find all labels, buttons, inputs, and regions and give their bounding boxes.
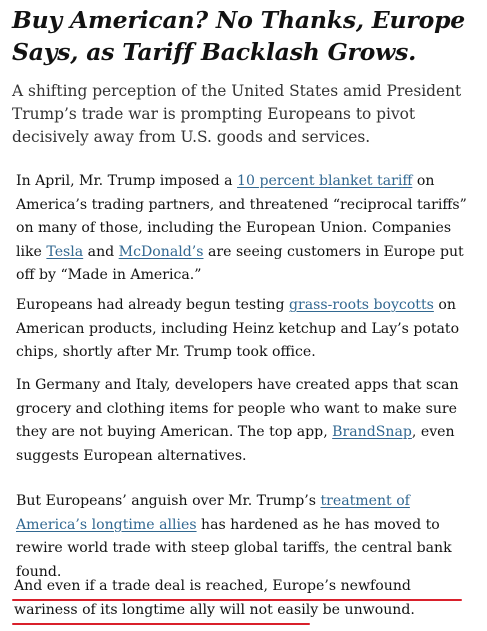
article-summary: A shifting perception of the United States amid President Trump’s trade war is prompting Europeans to pivot decisively away from U.S. goods and services.	[12, 82, 462, 146]
paragraph-text: Europeans had already begun testing	[16, 297, 289, 313]
paragraph-tariffs	[16, 170, 478, 288]
paragraph-boycotts	[16, 294, 478, 365]
paragraph-text: In Germany and Italy, developers have created apps that scan grocery and clothing items for people who want to make sure they are not buying American. The top app,	[16, 377, 459, 441]
highlight-underline-1	[12, 599, 462, 601]
link-mcdonalds[interactable]: McDonald’s	[118, 243, 204, 260]
paragraph-text: and	[83, 243, 119, 260]
paragraph-anguish	[16, 490, 478, 584]
link-tesla[interactable]: Tesla	[46, 243, 84, 260]
link-treatment-of-allies[interactable]: treatment of America’s longtime allies	[16, 493, 410, 533]
paragraph-text: , even suggests European alternatives.	[16, 424, 455, 464]
paragraph-text: are seeing customers in Europe put off by “Made in America.”	[16, 243, 464, 284]
paragraph-text: And even if a trade deal is reached, Europe’s newfound wariness of its longtime ally will not easily be unwound.	[14, 578, 415, 618]
headline: Buy American? No Thanks, Europe Says, as Tariff Backlash Grows.	[12, 6, 466, 66]
highlight-underline-2	[12, 623, 310, 625]
paragraph-text: But Europeans’ anguish over Mr. Trump’s	[16, 493, 321, 509]
highlighted-passage	[12, 575, 478, 627]
paragraph-text: on America’s trading partners, and threatened “reciprocal tariffs” on many of those, including the European Union. Companies like	[16, 173, 467, 260]
link-grass-roots-boycotts[interactable]: grass-roots boycotts	[288, 297, 434, 313]
paragraph-text: has hardened as he has moved to rewire world trade with steep global tariffs, the central bank found.	[16, 516, 452, 580]
link-blanket-tariff[interactable]: 10 percent blanket tariff	[237, 173, 413, 189]
paragraph-text: on American products, including Heinz ketchup and Lay’s potato chips, shortly after Mr. Trump took office.	[16, 297, 460, 361]
paragraph-apps	[16, 374, 478, 468]
link-brandsnap[interactable]: BrandSnap	[332, 424, 412, 441]
paragraph-text: In April, Mr. Trump imposed a	[16, 173, 238, 189]
